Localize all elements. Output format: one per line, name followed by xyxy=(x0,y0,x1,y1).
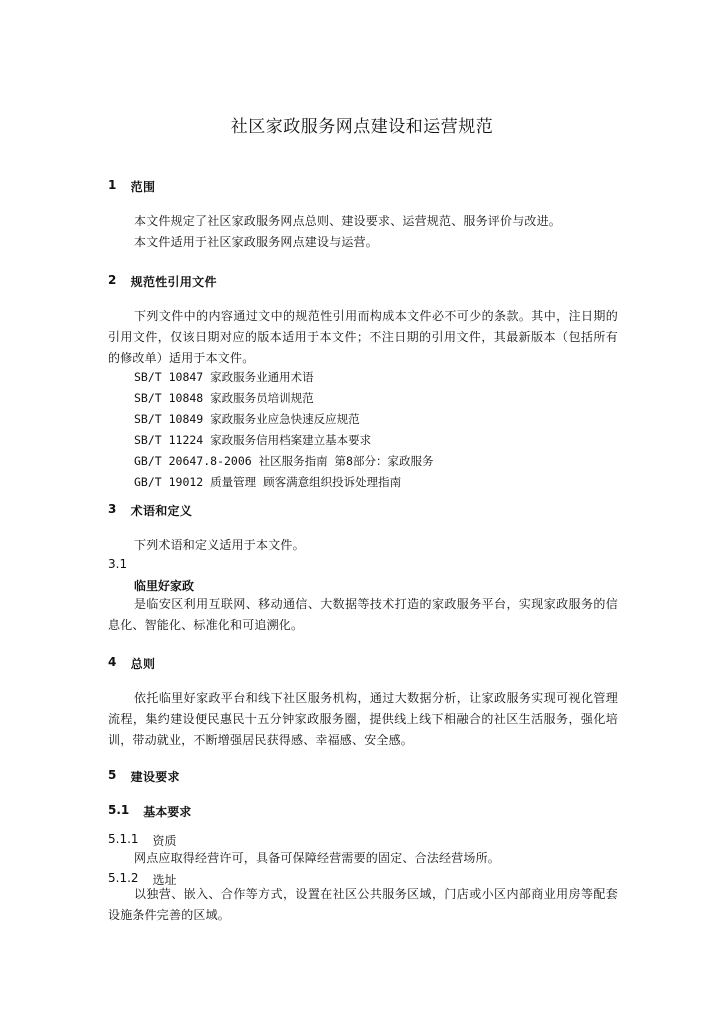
section-1-paragraph-1: 本文件规定了社区家政服务网点总则、建设要求、运营规范、服务评价与改进。 xyxy=(134,214,562,228)
section-1-heading xyxy=(108,178,155,195)
subsection-3-1-number: 3.1 xyxy=(108,557,128,571)
term-name: 临里好家政 xyxy=(134,579,195,593)
subsection-number: 5.1 xyxy=(108,803,130,817)
document-title: 社区家政服务网点建设和运营规范 xyxy=(230,117,494,137)
subsection-title: 资质 xyxy=(152,834,177,848)
subsection-5-1-1-text: 网点应取得经营许可，具备可保障经营需要的固定、合法经营场所。 xyxy=(134,851,501,865)
section-number: 5 xyxy=(108,768,117,782)
section-1-paragraph-2: 本文件适用于社区家政服务网点建设与运营。 xyxy=(134,235,379,249)
section-number: 4 xyxy=(108,655,117,669)
section-number: 1 xyxy=(108,178,117,192)
reference-item: SB/T 10848 家政服务员培训规范 xyxy=(134,391,314,405)
term-definition: 是临安区利用互联网、移动通信、大数据等技术打造的家政服务平台，实现家政服务的信息化、智能化、标准化和可追溯化。 xyxy=(108,597,618,632)
subsection-5-1-1-heading xyxy=(108,832,177,849)
reference-item: SB/T 10847 家政服务业通用术语 xyxy=(134,370,314,384)
section-2-heading xyxy=(108,273,217,290)
reference-item: GB/T 19012 质量管理 顾客满意组织投诉处理指南 xyxy=(134,475,402,489)
section-title: 建设要求 xyxy=(130,770,180,784)
section-title: 总则 xyxy=(130,657,156,671)
section-number: 2 xyxy=(108,273,117,287)
section-4-heading xyxy=(108,655,155,672)
subsection-title: 选址 xyxy=(152,873,177,887)
section-title: 术语和定义 xyxy=(130,504,193,518)
subsection-number: 5.1.2 xyxy=(108,871,139,885)
section-4-paragraph: 依托临里好家政平台和线下社区服务机构，通过大数据分析，让家政服务实现可视化管理流程，集约建设便民惠民十五分钟家政服务圈，提供线上线下相融合的社区生活服务，强化培训，带动就业，不断增强居民获得感、幸福感、安全感。 xyxy=(108,691,618,747)
section-title: 规范性引用文件 xyxy=(130,275,217,289)
subsection-title: 基本要求 xyxy=(143,805,192,819)
section-5-heading xyxy=(108,768,180,785)
section-3-heading xyxy=(108,502,192,519)
section-2-intro: 下列文件中的内容通过文中的规范性引用而构成本文件必不可少的条款。其中，注日期的引用文件，仅该日期对应的版本适用于本文件；不注日期的引用文件，其最新版本（包括所有的修改单）适用于本文件。 xyxy=(108,309,618,365)
subsection-number: 5.1.1 xyxy=(108,832,139,846)
reference-item: GB/T 20647.8-2006 社区服务指南 第8部分：家政服务 xyxy=(134,454,434,468)
section-3-intro: 下列术语和定义适用于本文件。 xyxy=(134,538,305,552)
subsection-5-1-2-text: 以独营、嵌入、合作等方式，设置在社区公共服务区域，门店或小区内部商业用房等配套设施条件完善的区域。 xyxy=(108,887,618,922)
subsection-5-1-heading xyxy=(108,803,191,820)
reference-item: SB/T 10849 家政服务业应急快速反应规范 xyxy=(134,412,360,426)
section-number: 3 xyxy=(108,502,117,516)
reference-item: SB/T 11224 家政服务信用档案建立基本要求 xyxy=(134,433,372,447)
section-title: 范围 xyxy=(130,180,156,194)
